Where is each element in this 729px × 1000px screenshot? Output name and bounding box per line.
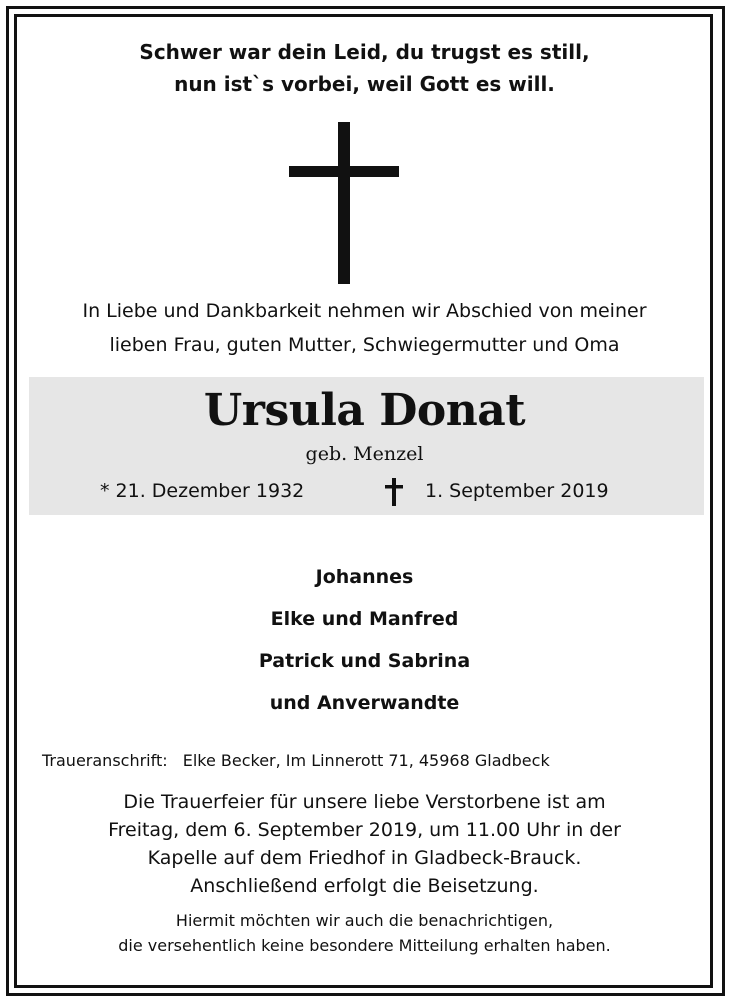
intro-line: In Liebe und Dankbarkeit nehmen wir Abschied von meiner xyxy=(82,300,647,322)
cross-icon xyxy=(289,122,399,284)
notice-line: die versehentlich keine besondere Mitteilung erhalten haben. xyxy=(118,936,611,955)
intro-text xyxy=(0,294,729,362)
death-date: 1. September 2019 xyxy=(425,480,609,502)
life-dates xyxy=(0,474,729,508)
funeral-line: Anschließend erfolgt die Beisetzung. xyxy=(190,875,539,897)
verse xyxy=(0,36,729,100)
notice-line: Hiermit möchten wir auch die benachrichtigen, xyxy=(175,911,554,930)
address-value: Elke Becker, Im Linnerott 71, 45968 Gladbeck xyxy=(182,751,550,770)
funeral-line: Die Trauerfeier für unsere liebe Verstorbene ist am xyxy=(123,791,606,813)
intro-line: lieben Frau, guten Mutter, Schwiegermutter und Oma xyxy=(109,334,620,356)
funeral-line: Freitag, dem 6. September 2019, um 11.00 Uhr in der xyxy=(108,819,621,841)
maiden-name: geb. Menzel xyxy=(305,443,424,465)
dagger-icon xyxy=(384,478,404,506)
mourner: Elke und Manfred xyxy=(270,608,459,630)
mourner: Johannes xyxy=(315,566,414,588)
funeral-line: Kapelle auf dem Friedhof in Gladbeck-Brauck. xyxy=(147,847,582,869)
deceased-name: Ursula Donat xyxy=(203,385,526,436)
notice xyxy=(0,908,729,958)
verse-line: Schwer war dein Leid, du trugst es still, xyxy=(139,40,590,64)
mourning-address xyxy=(42,748,702,774)
mourner: Patrick und Sabrina xyxy=(258,650,471,672)
mourner: und Anverwandte xyxy=(269,692,460,714)
mourners-list xyxy=(0,556,729,724)
address-label: Traueranschrift: xyxy=(42,751,168,770)
verse-line: nun ist`s vorbei, weil Gott es will. xyxy=(174,72,555,96)
birth-date: * 21. Dezember 1932 xyxy=(100,480,305,502)
funeral-info xyxy=(0,788,729,900)
